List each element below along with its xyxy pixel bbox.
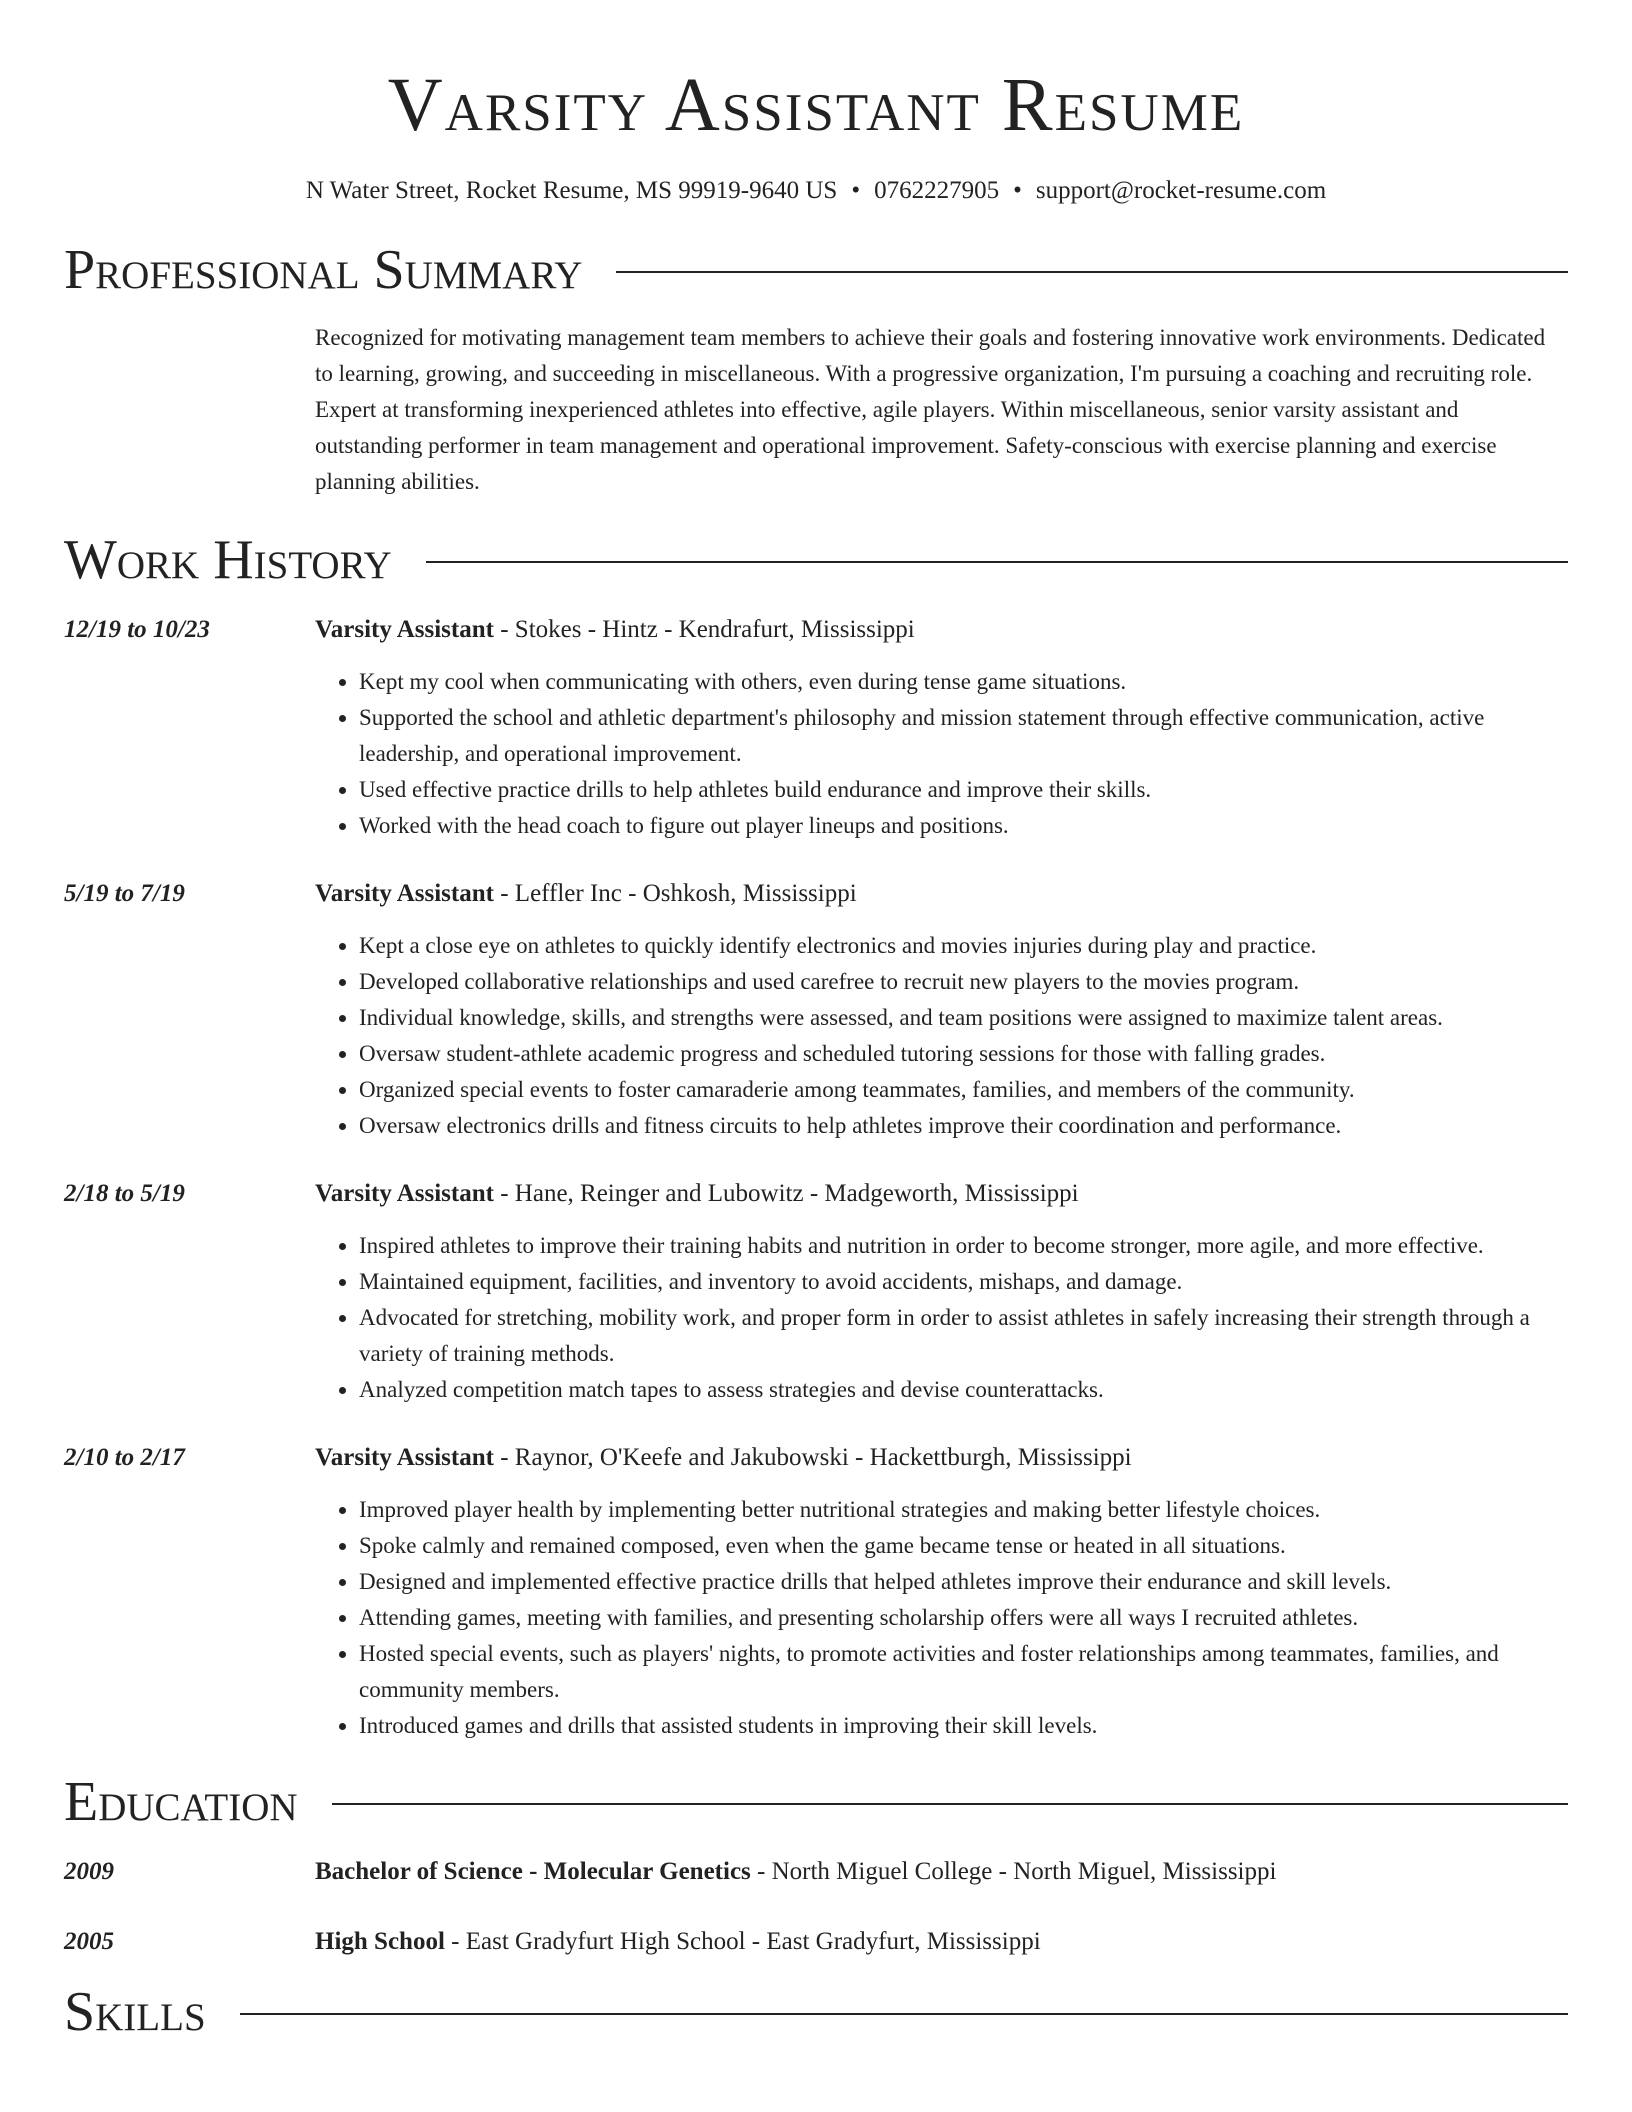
job-body xyxy=(315,876,1568,1144)
job-bullet: • Individual knowledge, skills, and strengths were assessed, and team positions were assigned to maximize talent areas. xyxy=(359,1000,1568,1036)
job-dates: 2/10 to 2/17 xyxy=(64,1444,185,1471)
education-line xyxy=(315,1854,1276,1890)
job-bullet-list xyxy=(315,928,1568,1144)
job-title-line xyxy=(315,1176,1568,1212)
job-bullet: • Used effective practice drills to help athletes build endurance and improve their skills. xyxy=(359,772,1568,808)
job-bullet-list xyxy=(315,1492,1568,1744)
job-bullet: • Kept a close eye on athletes to quickly identify electronics and movies injuries during play and practice. xyxy=(359,928,1568,964)
job-bullet: • Oversaw student-athlete academic progress and scheduled tutoring sessions for those with falling grades. xyxy=(359,1036,1568,1072)
job-bullet: • Inspired athletes to improve their training habits and nutrition in order to become stronger, more agile, and more effective. xyxy=(359,1228,1568,1264)
job-body xyxy=(315,1440,1568,1744)
job-title-line xyxy=(315,612,1568,648)
section-title: Skills xyxy=(64,1981,206,2043)
section-title: Work History xyxy=(64,529,392,591)
job-entry xyxy=(64,1176,1568,1408)
job-bullet: • Worked with the head coach to figure out player lineups and positions. xyxy=(359,808,1568,844)
section-divider xyxy=(332,1803,1568,1805)
section-divider xyxy=(616,271,1568,273)
job-bullet: • Organized special events to foster camaraderie among teammates, families, and members of the community. xyxy=(359,1072,1568,1108)
job-dates: 2/18 to 5/19 xyxy=(64,1180,185,1207)
contact-email: support@rocket-resume.com xyxy=(1035,177,1327,204)
job-title: Varsity Assistant xyxy=(315,880,494,907)
resume-title: Varsity Assistant Resume xyxy=(387,63,1245,147)
job-body xyxy=(315,1176,1568,1408)
section-divider xyxy=(240,2013,1568,2015)
section-heading-work-history xyxy=(64,528,1568,592)
summary-paragraph: Recognized for motivating management team members to achieve their goals and fostering innovative work environments. Dedicated to learning, growing, and succeeding in miscellaneous. With a progressive organization, I'm pursuing a coaching and recruiting role. Expert at transforming inexperienced athletes into effective, agile players. Within miscellaneous, senior varsity assistant and outstanding performer in team management and operational improvement. Safety-conscious with exercise planning and exercise planning abilities. xyxy=(315,325,1546,494)
contact-address: N Water Street, Rocket Resume, MS 99919-9640 US xyxy=(305,177,838,204)
job-bullet: • Introduced games and drills that assisted students in improving their skill levels. xyxy=(359,1708,1568,1744)
section-title: Education xyxy=(64,1771,298,1833)
job-bullet: • Attending games, meeting with families, and presenting scholarship offers were all ways I recruited athletes. xyxy=(359,1600,1568,1636)
job-title-line xyxy=(315,876,1568,912)
job-details: - Hane, Reinger and Lubowitz - Madgeworth, Mississippi xyxy=(493,1180,1079,1207)
section-heading-summary xyxy=(64,238,1568,302)
job-bullet: • Analyzed competition match tapes to assess strategies and devise counterattacks. xyxy=(359,1372,1568,1408)
section-heading-skills xyxy=(64,1980,1568,2044)
contact-separator: • xyxy=(1013,177,1022,204)
education-degree: Bachelor of Science - Molecular Genetics xyxy=(315,1858,751,1885)
contact-phone: 0762227905 xyxy=(874,177,1000,204)
education-year: 2005 xyxy=(64,1928,114,1955)
section-title: Professional Summary xyxy=(64,239,583,301)
job-title-line xyxy=(315,1440,1568,1476)
job-bullet: • Kept my cool when communicating with others, even during tense game situations. xyxy=(359,664,1568,700)
job-dates: 12/19 to 10/23 xyxy=(64,616,210,643)
job-title: Varsity Assistant xyxy=(315,1444,494,1471)
job-bullet: • Hosted special events, such as players' nights, to promote activities and foster relationships among teammates, families, and community members. xyxy=(359,1636,1568,1708)
job-entry xyxy=(64,876,1568,1144)
job-details: - Raynor, O'Keefe and Jakubowski - Hackettburgh, Mississippi xyxy=(493,1444,1132,1471)
job-title: Varsity Assistant xyxy=(315,616,494,643)
resume-page xyxy=(64,0,1568,2044)
section-heading-education xyxy=(64,1770,1568,1834)
job-bullet: • Improved player health by implementing better nutritional strategies and making better lifestyle choices. xyxy=(359,1492,1568,1528)
job-details: - Stokes - Hintz - Kendrafurt, Mississippi xyxy=(493,616,915,643)
job-entry xyxy=(64,612,1568,844)
contact-line xyxy=(64,174,1568,208)
job-details: - Leffler Inc - Oshkosh, Mississippi xyxy=(493,880,857,907)
job-title: Varsity Assistant xyxy=(315,1180,494,1207)
education-details: - East Gradyfurt High School - East Gradyfurt, Mississippi xyxy=(444,1928,1041,1955)
education-entry xyxy=(64,1924,1568,1960)
education-entry xyxy=(64,1854,1568,1890)
job-dates: 5/19 to 7/19 xyxy=(64,880,185,907)
job-bullet-list xyxy=(315,664,1568,844)
job-bullet: • Oversaw electronics drills and fitness circuits to help athletes improve their coordination and performance. xyxy=(359,1108,1568,1144)
education-degree: High School xyxy=(315,1928,445,1955)
job-bullet-list xyxy=(315,1228,1568,1408)
section-divider xyxy=(426,561,1568,563)
job-bullet: • Supported the school and athletic department's philosophy and mission statement through effective communication, active leadership, and operational improvement. xyxy=(359,700,1568,772)
job-bullet: • Designed and implemented effective practice drills that helped athletes improve their endurance and skill levels. xyxy=(359,1564,1568,1600)
education-year: 2009 xyxy=(64,1858,114,1885)
job-bullet: • Advocated for stretching, mobility work, and proper form in order to assist athletes in safely increasing their strength through a variety of training methods. xyxy=(359,1300,1568,1372)
education-details: - North Miguel College - North Miguel, Mississippi xyxy=(750,1858,1277,1885)
job-bullet: • Developed collaborative relationships and used carefree to recruit new players to the movies program. xyxy=(359,964,1568,1000)
education-line xyxy=(315,1924,1041,1960)
job-body xyxy=(315,612,1568,844)
contact-separator: • xyxy=(851,177,861,204)
job-entry xyxy=(64,1440,1568,1744)
job-bullet: • Spoke calmly and remained composed, even when the game became tense or heated in all situations. xyxy=(359,1528,1568,1564)
job-bullet: • Maintained equipment, facilities, and inventory to avoid accidents, mishaps, and damage. xyxy=(359,1264,1568,1300)
